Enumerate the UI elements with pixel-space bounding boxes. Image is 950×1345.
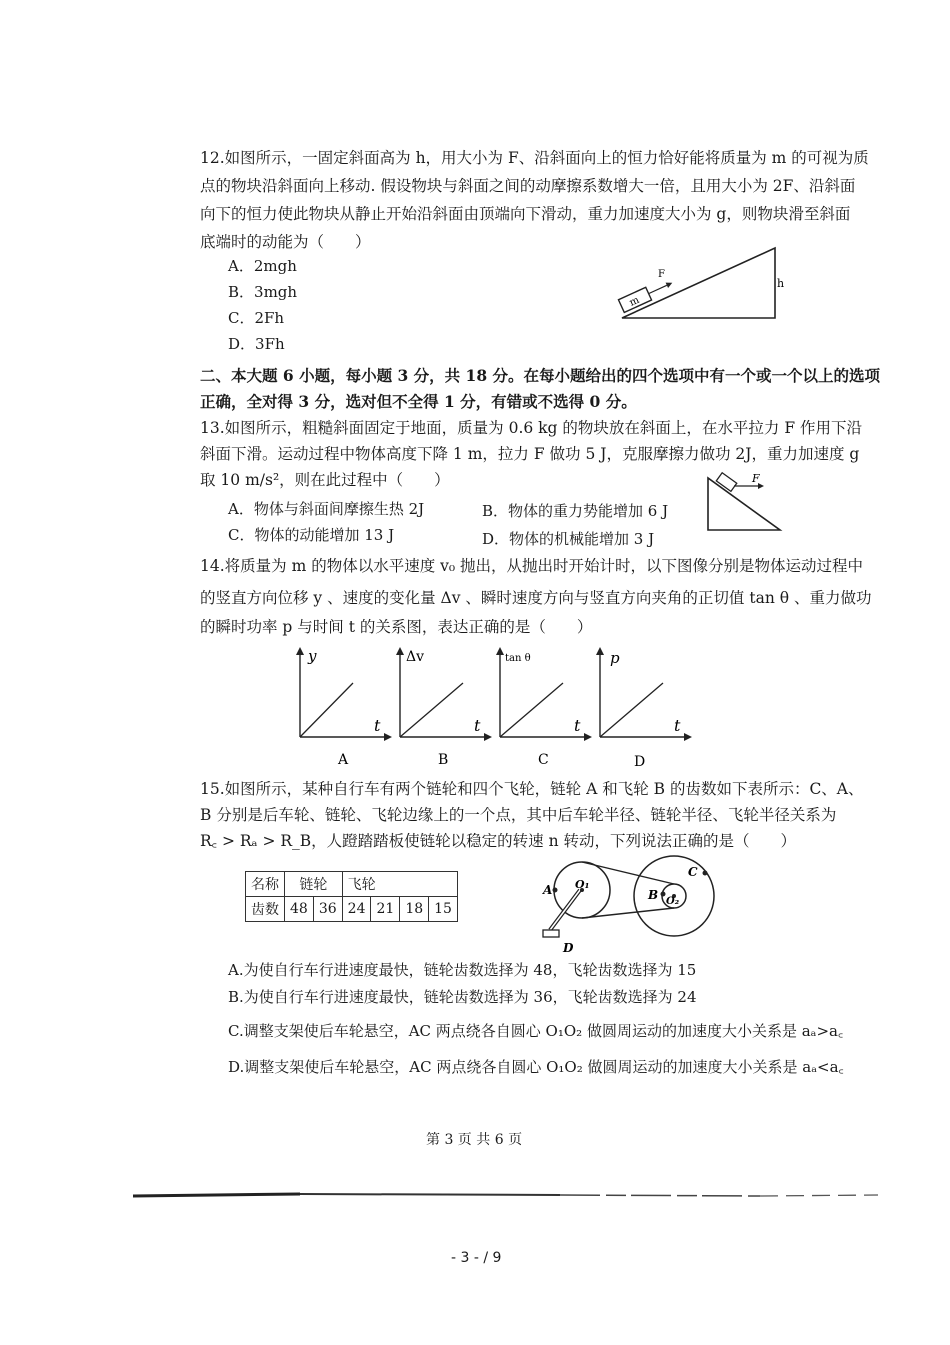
q15-table-cell: 18 (400, 897, 429, 922)
q13-option-a: A．物体与斜面间摩擦生热 2J (228, 500, 425, 518)
q15-chain-bottom (582, 908, 674, 918)
q15-option-d: D.调整支架使后车轮悬空，AC 两点绕各自圆心 O₁O₂ 做圆周运动的加速度大小关系是 aₐ<a꜀ (228, 1058, 844, 1076)
q15-line-3: R꜀ > Rₐ > R_B，人蹬踏踏板使链轮以稳定的转速 n 转动，下列说法正确的是（ ） (200, 832, 797, 850)
q12-line-4: 底端时的动能为（ ） (200, 233, 371, 251)
q14-graph-d-line (600, 683, 663, 737)
q12-line-3: 向下的恒力使此物块从静止开始沿斜面由顶端向下滑动，重力加速度大小为 g，则物块滑至斜面 (200, 205, 851, 223)
q13-line-3: 取 10 m/s²，则在此过程中（ ） (200, 471, 450, 489)
q15-table-row-name (246, 872, 458, 897)
q12-force-arrow (649, 285, 667, 293)
q14-graph-d-ylabel: p (610, 649, 620, 667)
q15-table-cell: 21 (371, 897, 400, 922)
q13-force-label: F (752, 472, 760, 485)
q12-option-b: B．3mgh (228, 283, 298, 301)
q12-option-c: C．2Fh (228, 309, 285, 327)
q15-label-o1: O₁ (575, 878, 590, 891)
q15-table-cell: 15 (429, 897, 458, 922)
q14-line-3: 的瞬时功率 p 与时间 t 的关系图，表达正确的是（ ） (200, 618, 593, 636)
q15-table-cell: 36 (313, 897, 342, 922)
q15-line-1: 15.如图所示，某种自行车有两个链轮和四个飞轮，链轮 A 和飞轮 B 的齿数如下表所示：C、A、 (200, 780, 864, 798)
q15-teeth-table (245, 871, 458, 922)
q15-label-c: C (688, 865, 698, 879)
q15-point-a (553, 888, 558, 893)
q12-force-label: F (658, 269, 665, 280)
q12-mass-label: m (627, 294, 642, 309)
q15-table-row-teeth (246, 897, 458, 922)
q15-bicycle-figure (535, 852, 725, 956)
q12-height-label: h (777, 277, 785, 290)
q14-graph-a-ylabel: y (308, 647, 317, 665)
section2-line-1: 二、本大题 6 小题，每小题 3 分，共 18 分。在每小题给出的四个选项中有一个或一个以上的选项 (200, 366, 881, 385)
q15-table-cell: 48 (285, 897, 314, 922)
q14-line-2: 的竖直方向位移 y 、速度的变化量 Δv 、瞬时速度方向与竖直方向夹角的正切值 tan θ 、重力做功 (200, 589, 872, 607)
q14-graph-c-line (500, 683, 563, 737)
q13-option-c: C．物体的动能增加 13 J (228, 526, 395, 544)
page-number: - 3 - / 9 (451, 1250, 502, 1266)
q15-option-a: A.为使自行车行进速度最快，链轮齿数选择为 48，飞轮齿数选择为 15 (228, 961, 697, 979)
section2-line-2: 正确，全对得 3 分，选对但不全得 1 分，有错或不选得 0 分。 (200, 392, 637, 411)
q15-table-cell: 齿数 (246, 897, 285, 922)
q15-label-a: A (543, 883, 553, 897)
q12-incline-figure (610, 240, 790, 330)
q13-block (716, 473, 736, 492)
q15-label-b: B (648, 888, 659, 902)
q13-incline-figure (700, 470, 790, 535)
q15-option-b: B.为使自行车行进速度最快，链轮齿数选择为 36，飞轮齿数选择为 24 (228, 988, 697, 1006)
q14-graph-b-ylabel: Δv (406, 649, 425, 665)
q14-graph-b-xlabel: t (474, 716, 481, 735)
q15-table-cell: 名称 (246, 872, 285, 897)
q14-graphs (290, 645, 700, 770)
q15-point-b (661, 892, 666, 897)
q15-table-cell: 飞轮 (342, 872, 457, 897)
q12-line-2: 点的物块沿斜面向上移动. 假设物块与斜面之间的动摩擦系数增大一倍，且用大小为 2F、沿斜面 (200, 177, 856, 195)
page-label: 第 3 页 共 6 页 (426, 1132, 523, 1148)
q12-line-1: 12.如图所示，一固定斜面高为 h，用大小为 F、沿斜面向上的恒力恰好能将质量为 m 的可视为质 (200, 149, 869, 167)
q14-graph-a-line (300, 683, 353, 737)
q14-graph-d (596, 647, 692, 770)
q14-graph-c-ylabel: tan θ (505, 653, 531, 664)
q14-graph-a-letter: A (338, 752, 349, 768)
q15-line-2: B 分别是后车轮、链轮、飞轮边缘上的一个点，其中后车轮半径、链轮半径、飞轮半径关系为 (200, 806, 837, 824)
q15-chain-top (582, 862, 674, 884)
q14-graph-c-letter: C (538, 752, 549, 768)
q12-option-d: D．3Fh (228, 335, 285, 353)
q14-graph-d-xlabel: t (674, 716, 681, 735)
q15-label-o2: O₂ (666, 896, 680, 907)
q15-table-cell: 24 (342, 897, 371, 922)
q14-graph-d-letter: D (634, 754, 646, 770)
q15-point-c (703, 871, 708, 876)
q14-graph-c-xlabel: t (574, 716, 581, 735)
q14-graph-c (496, 647, 592, 768)
q14-graph-a (296, 647, 392, 768)
q14-line-1: 14.将质量为 m 的物体以水平速度 v₀ 抛出，从抛出时开始计时，以下图像分别是物体运动过程中 (200, 557, 864, 575)
q12-option-a: A．2mgh (228, 257, 297, 275)
q13-line-2: 斜面下滑。运动过程中物体高度下降 1 m，拉力 F 做功 5 J，克服摩擦力做功 2J，重力加速度 g (200, 445, 860, 463)
q14-graph-b (396, 647, 492, 768)
q15-option-c: C.调整支架使后车轮悬空，AC 两点绕各自圆心 O₁O₂ 做圆周运动的加速度大小关系是 aₐ>a꜀ (228, 1022, 844, 1040)
q15-table-cell: 链轮 (285, 872, 343, 897)
q13-line-1: 13.如图所示，粗糙斜面固定于地面，质量为 0.6 kg 的物块放在斜面上，在水平拉力 F 作用下沿 (200, 419, 863, 437)
q13-option-b: B．物体的重力势能增加 6 J (482, 502, 669, 520)
q15-label-d: D (563, 941, 574, 955)
q13-option-d: D．物体的机械能增加 3 J (482, 530, 655, 548)
q14-graph-b-letter: B (438, 752, 449, 768)
q15-pedal (543, 930, 559, 937)
q14-graph-a-xlabel: t (374, 716, 381, 735)
bottom-rule (0, 1185, 950, 1205)
q14-graph-b-line (400, 683, 463, 737)
